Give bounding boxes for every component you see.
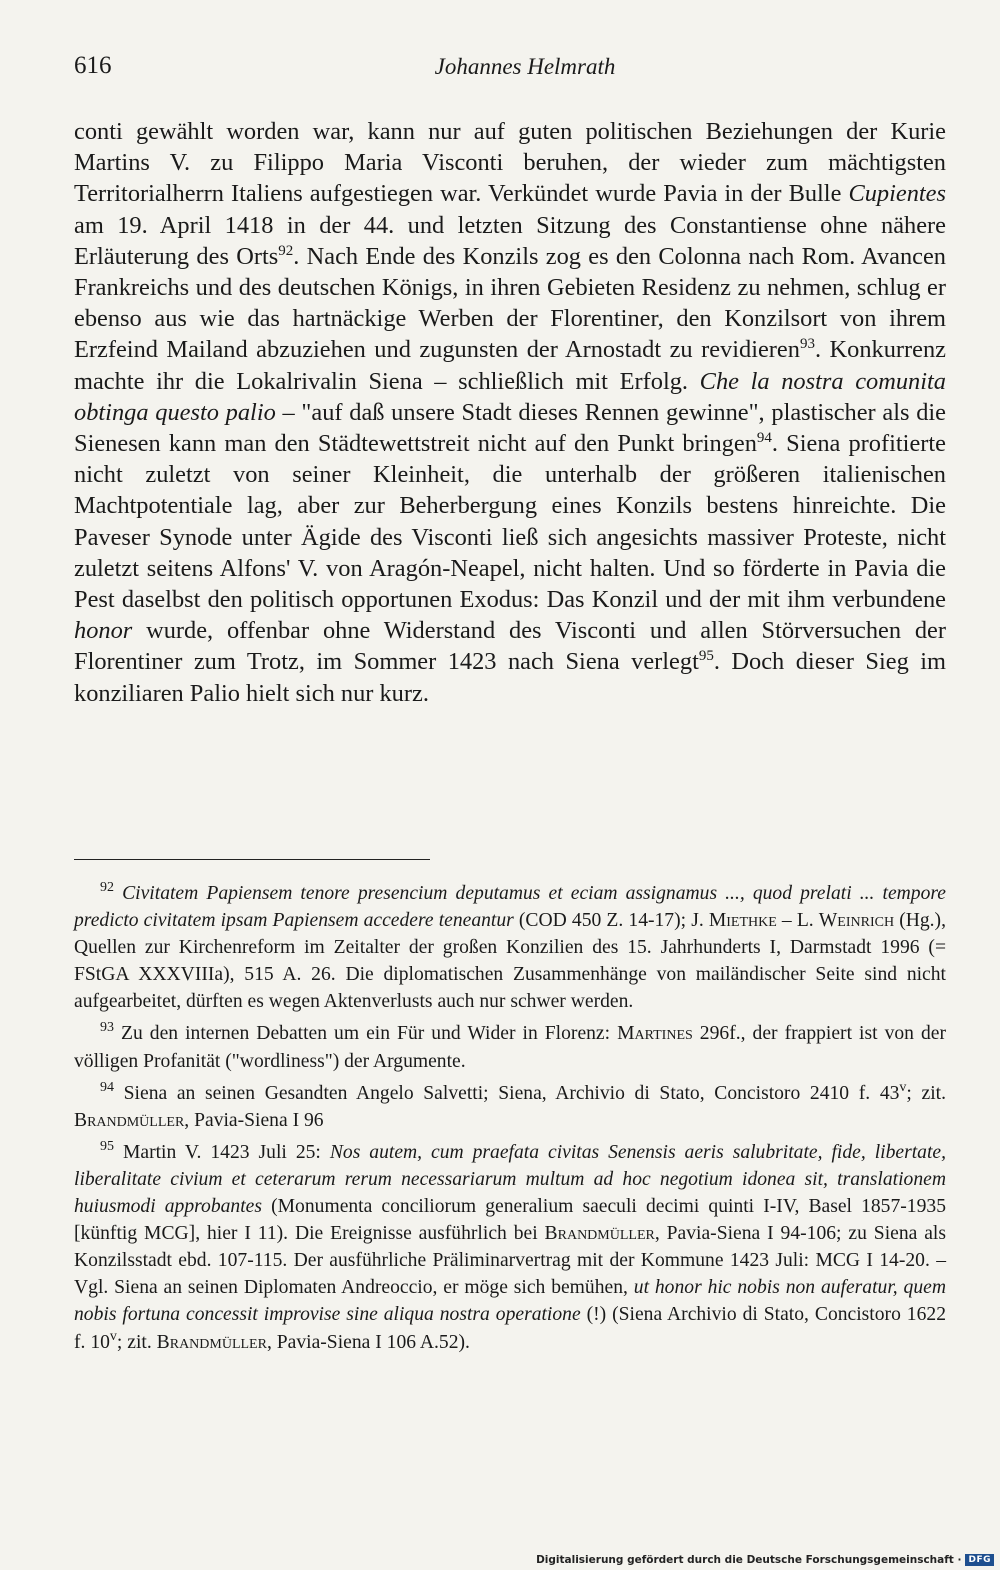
author-name: Brandmüller: [74, 1109, 185, 1131]
page-number: 616: [74, 52, 112, 79]
footnote-92: [74, 880, 946, 1015]
footnote-text: (Hg.), Quellen zur Kirchenreform im Zeitalter der großen Konzilien des 15. Jahrhunderts I, Darmstadt 1996 (= FStGA XXXVIIIa), 515 A. 26. Die diplomatischen Zusammenhänge von mailändischer Seite sind nicht aufgearbeitet, dürften es wegen Aktenverlusts auch nur schwer werden.: [74, 910, 946, 1013]
author-name: Miethke: [708, 910, 777, 932]
body-paragraph: [74, 116, 946, 709]
author-name: Brandmüller: [544, 1223, 655, 1245]
footnote-ref[interactable]: 95: [698, 648, 714, 665]
body-text: . Doch dieser Sieg im konziliaren Palio hielt sich nur kurz.: [74, 648, 947, 707]
body-text: . Konkurrenz machte ihr die Lokalrivalin Siena – schließlich mit Erfolg.: [74, 336, 946, 395]
footnote-text: ; zit.: [116, 1331, 157, 1353]
footnote-text: – L.: [776, 910, 819, 932]
footnotes: [74, 880, 946, 1361]
verso-mark: v: [899, 1079, 907, 1095]
footnote-number: 93: [100, 1020, 114, 1036]
footnote-94: [74, 1080, 946, 1134]
running-head: Johannes Helmrath: [434, 54, 616, 79]
footnote-text: Siena an seinen Gesandten Angelo Salvetti; Siena, Archivio di Stato, Concistoro 2410 f. 43: [123, 1082, 900, 1104]
body-text: . Nach Ende des Konzils zog es den Colonna nach Rom. Avancen Frankreichs und des deutschen Königs, in ihren Gebieten Residenz zu nehmen, schlug er ebenso aus wie das hartnäckige Werben der Florentiner, den Konzilsort von ihrem Erzfeind Mailand abzuziehen und zugunsten der Arnostadt zu revidieren: [74, 242, 946, 364]
footnote-text: (COD 450 Z. 14-17); J.: [513, 910, 709, 932]
body-italic: Che la nostra comunita obtinga questo palio: [74, 367, 946, 426]
footnote-text: (!) (Siena Archivio di Stato, Concistoro 1622 f. 10: [74, 1304, 946, 1353]
footnote-number: 92: [100, 880, 114, 895]
dfg-logo: DFG: [965, 1554, 994, 1566]
footnote-text: ; zit.: [906, 1082, 946, 1104]
footnote-text: , Pavia-Siena I 96: [184, 1109, 324, 1131]
footnote-ref[interactable]: 94: [756, 430, 772, 447]
footnote-text: , Pavia-Siena I 106 A.52).: [266, 1331, 470, 1353]
footnote-text: Zu den internen Debatten um ein Für und Wider in Florenz:: [121, 1023, 618, 1045]
footnote-95: [74, 1139, 946, 1356]
body-text: – "auf daß unsere Stadt dieses Rennen gewinne", plastischer als die Sienesen kann man den Städtewettstreit nicht auf den Punkt bringen: [74, 398, 947, 458]
body-italic: honor: [74, 617, 133, 645]
body-text: am 19. April 1418 in der 44. und letzten Sitzung des Constantiense ohne nähere Erläuterung des Orts: [74, 211, 946, 270]
main-text: [74, 116, 946, 709]
author-name: Brandmüller: [156, 1331, 267, 1353]
body-text: conti gewählt worden war, kann nur auf guten politischen Beziehungen der Kurie Martins V. zu Filippo Maria Visconti beruhen, der wieder zum mächtigsten Territorialherrn Italiens aufgestiegen war. Verkündet wurde Pavia in der Bulle: [74, 118, 946, 208]
footnote-italic: Civitatem Papiensem tenore presencium deputamus et eciam assignamus ..., quod prelati ... tempore predicto civitatem ipsam Papiensem accedere teneantur: [74, 883, 946, 932]
footnote-text: Martin V. 1423 Juli 25:: [122, 1141, 330, 1163]
footnote-ref[interactable]: 92: [278, 242, 294, 259]
body-text: . Siena profitierte nicht zuletzt von seiner Kleinheit, die unterhalb der größeren italienischen Machtpotentiale lag, aber zur Beherbergung eines Konzils bestens hinreichte. Die Paveser Synode unter Ägide des Visconti ließ sich angesichts massiver Proteste, nicht zuletzt seitens Alfons' V. von Aragón-Neapel, nicht halten. Und so förderte in Pavia die Pest daselbst den politisch opportunen Exodus: Das Konzil und der mit ihm verbundene: [74, 430, 946, 614]
footnote-italic: ut honor hic nobis non auferatur, quem nobis fortuna concessit improvise sine aliqua nostra operatione: [74, 1277, 947, 1326]
footnote-number: 94: [100, 1079, 114, 1095]
body-italic: Cupientes: [848, 180, 946, 208]
footnote-number: 95: [100, 1138, 114, 1154]
footnote-italic: Nos autem, cum praefata civitas Senensis aeris salubritate, fide, libertate, liberalitate civium et ceterarum rerum necessariarum multum ad hoc negotium idonea sit, translationem huiusmodi approbantes: [74, 1141, 946, 1218]
footnote-93: [74, 1020, 946, 1074]
author-name: Martines: [617, 1023, 693, 1045]
verso-mark: v: [109, 1328, 117, 1344]
body-text: wurde, offenbar ohne Widerstand des Visconti und allen Störversuchen der Florentiner zum Trotz, im Sommer 1423 nach Siena verlegt: [74, 617, 946, 676]
funding-banner: [536, 1554, 994, 1566]
footnote-text: (Monumenta conciliorum generalium saeculi decimi quinti I-IV, Basel 1857-1935 [künftig MCG], hier I 11). Die Ereignisse ausführlich bei: [74, 1196, 946, 1245]
footnote-divider: [74, 859, 430, 860]
footnote-text: 296f., der frappiert ist von der völligen Profanität ("wordliness") der Argumente.: [74, 1023, 946, 1072]
author-name: Weinrich: [818, 910, 895, 932]
footnote-ref[interactable]: 93: [799, 336, 815, 353]
funding-text: Digitalisierung gefördert durch die Deutsche Forschungsgemeinschaft ·: [536, 1554, 962, 1566]
footnote-text: , Pavia-Siena I 94-106; zu Siena als Konzilsstadt ebd. 107-115. Der ausführliche Präliminarvertrag mit der Kommune 1423 Juli: MCG I 14-20. – Vgl. Siena an seinen Diplomaten Andreoccio, er möge sich bemühen,: [74, 1223, 946, 1299]
